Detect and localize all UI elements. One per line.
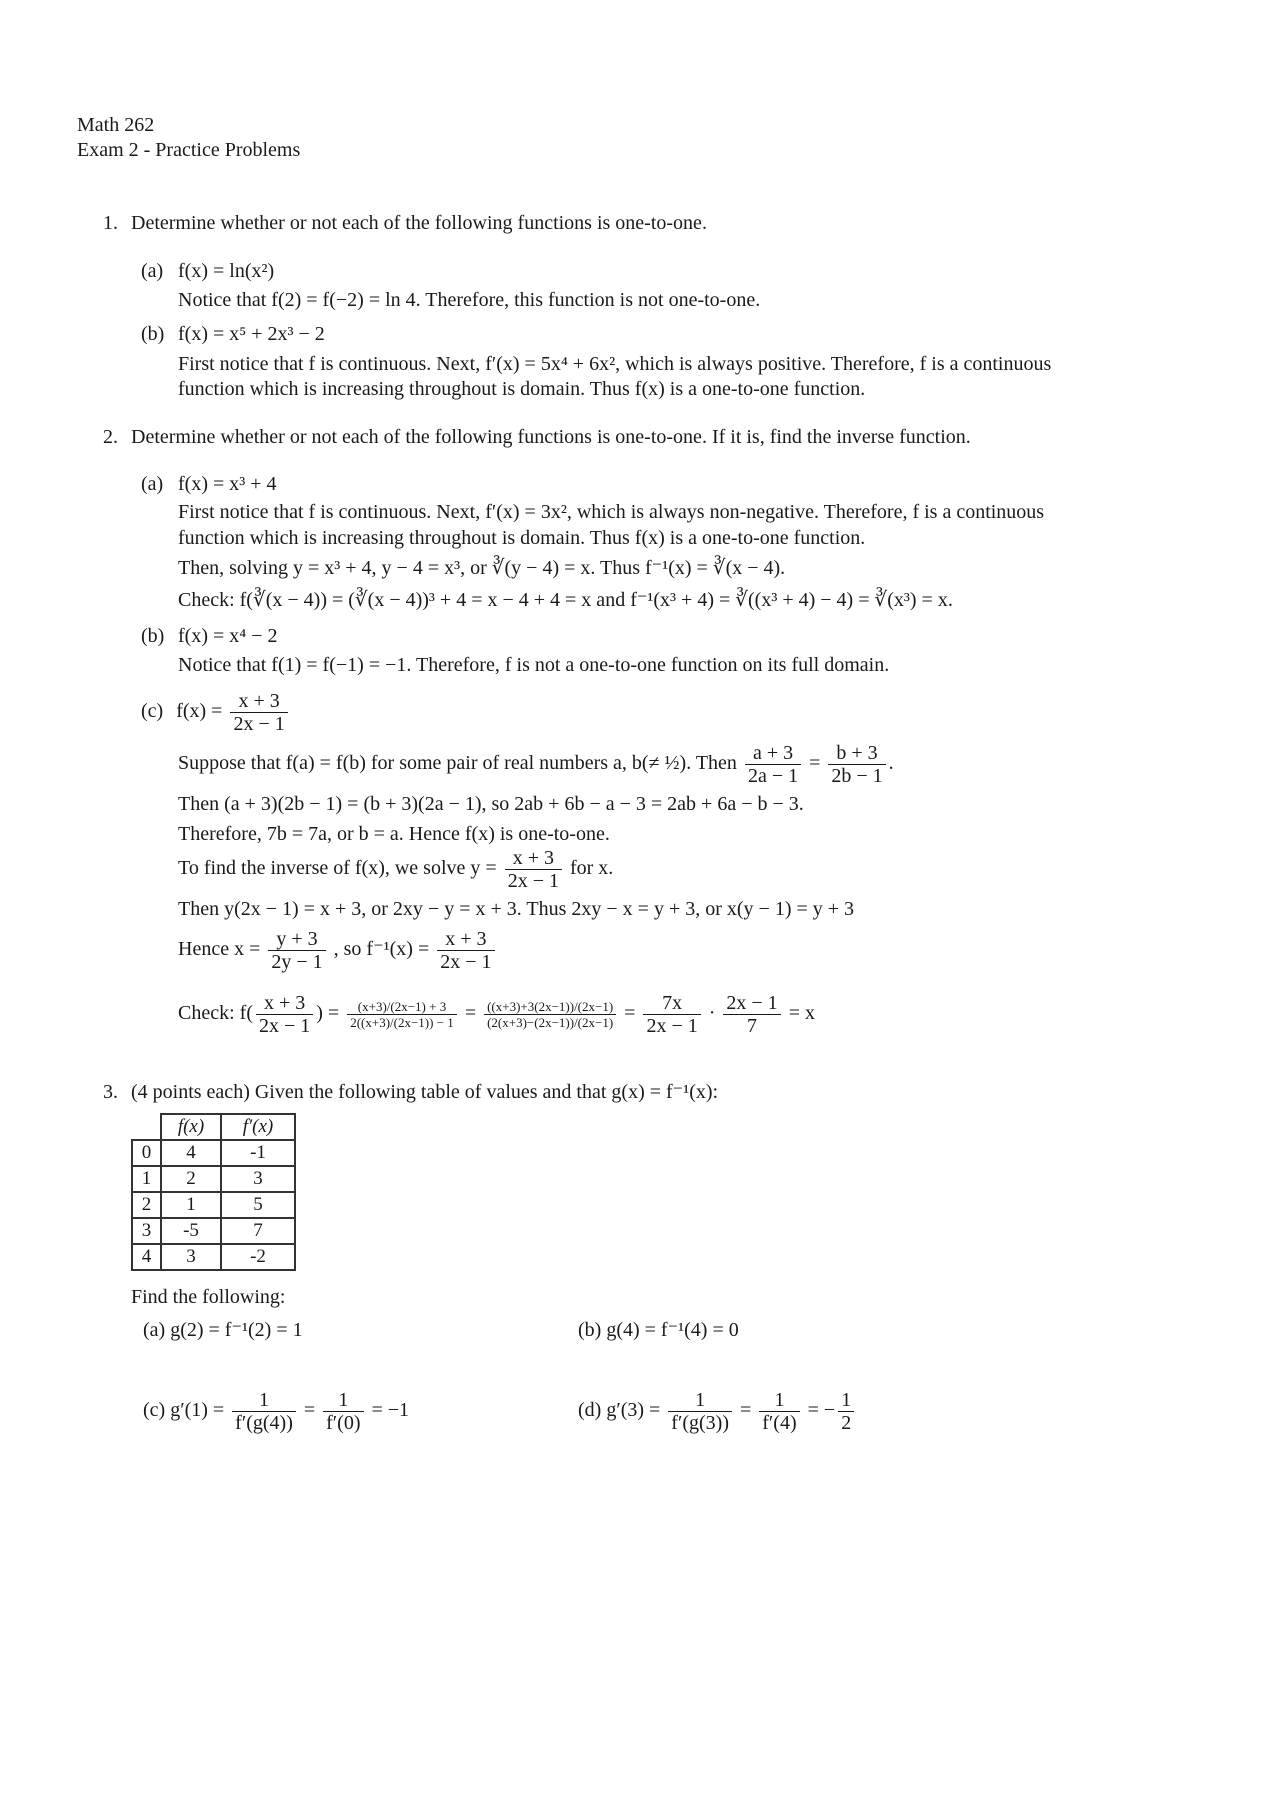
problem-3c-line bbox=[143, 1385, 409, 1435]
problem-1b-label: (b) bbox=[141, 323, 165, 345]
problem-2b-solution: Notice that f(1) = f(−1) = −1. Therefore, f is not a one-to-one function on its full domain. bbox=[178, 654, 890, 676]
suppose-fraction-b bbox=[828, 742, 885, 787]
table-cell: 5 bbox=[221, 1192, 295, 1218]
check-fraction-2 bbox=[347, 999, 457, 1030]
problem-2a-function: f(x) = x³ + 4 bbox=[178, 473, 277, 495]
problem-2c-line bbox=[141, 688, 291, 735]
problem-3-prompt: (4 points each) Given the following table of values and that g(x) = f⁻¹(x): bbox=[131, 1081, 719, 1103]
problem-2c-hence-mid: , so f⁻¹(x) = bbox=[333, 938, 430, 960]
problem-2-prompt: Determine whether or not each of the following functions is one-to-one. If it is, find the inverse function. bbox=[131, 426, 971, 448]
problem-1a-label: (a) bbox=[141, 260, 164, 282]
problem-2c-hence: Hence x = bbox=[178, 938, 261, 960]
fraction-numerator: 1 bbox=[759, 1389, 799, 1412]
problem-2c-then2: Then y(2x − 1) = x + 3, or 2xy − y = x + 3. Thus 2xy − x = y + 3, or x(y − 1) = y + 3 bbox=[178, 898, 855, 920]
table-row bbox=[132, 1218, 295, 1244]
problem-2c-tofind-end: for x. bbox=[569, 857, 614, 879]
table-cell: 1 bbox=[132, 1166, 161, 1192]
table-header-row bbox=[132, 1114, 295, 1140]
table-header-cell: f′(x) bbox=[221, 1114, 295, 1140]
fraction-denominator: 2y − 1 bbox=[271, 950, 323, 973]
fraction-numerator: x + 3 bbox=[505, 847, 562, 870]
problem-3d-line bbox=[578, 1385, 857, 1435]
check-f-close: ) = bbox=[316, 1002, 340, 1024]
problem-3c-fraction-2 bbox=[323, 1389, 363, 1434]
fraction-denominator: 2x − 1 bbox=[258, 1014, 311, 1037]
suppose-fraction-a bbox=[745, 742, 801, 787]
table-row bbox=[132, 1140, 295, 1166]
table-cell: 0 bbox=[132, 1140, 161, 1166]
equals-sign: = bbox=[464, 1002, 477, 1024]
fraction-denominator: f′(4) bbox=[762, 1411, 797, 1434]
problem-2b-label: (b) bbox=[141, 625, 165, 647]
problem-1b-solution-line2: function which is increasing throughout is domain. Thus f(x) is a one-to-one function. bbox=[178, 378, 866, 400]
fraction-numerator: (x+3)/(2x−1) + 3 bbox=[347, 999, 457, 1015]
problem-1-number: 1. bbox=[103, 212, 118, 234]
equals-sign: = bbox=[809, 752, 821, 774]
table-header-cell: f(x) bbox=[161, 1114, 221, 1140]
problem-1b-function: f(x) = x⁵ + 2x³ − 2 bbox=[178, 323, 325, 345]
problem-2-number: 2. bbox=[103, 426, 118, 448]
fraction-numerator: x + 3 bbox=[437, 928, 494, 951]
problem-2c-suppose-line: Suppose that f(a) = f(b) for some pair of real numbers a, b(≠ ½). Then $\frac{a + 3}{2a - 1}$ = $\frac{b + 3}{2b - 1}$ . bbox=[178, 741, 894, 787]
fraction-denominator: 2x − 1 bbox=[440, 950, 492, 973]
table-cell: 3 bbox=[132, 1218, 161, 1244]
fraction-denominator: (2(x+3)−(2x−1))/(2x−1) bbox=[487, 1014, 614, 1030]
dot-operator: · bbox=[708, 1002, 716, 1024]
problem-2a-solution-line1: First notice that f is continuous. Next, f′(x) = 3x², which is always non-negative. Therefore, f is a continuous bbox=[178, 501, 1045, 523]
check-fraction-1 bbox=[256, 992, 313, 1037]
problem-2a-label: (a) bbox=[141, 473, 164, 495]
fraction-denominator: 2b − 1 bbox=[831, 764, 883, 787]
fraction-denominator: 7 bbox=[747, 1014, 758, 1037]
problem-2c-fn-lhs: f(x) = bbox=[176, 700, 223, 722]
problem-3c-fraction-1 bbox=[232, 1389, 296, 1434]
problem-2c-fn-fraction bbox=[230, 690, 287, 735]
fraction-numerator: 2x − 1 bbox=[723, 992, 780, 1015]
fraction-denominator: 2a − 1 bbox=[747, 764, 799, 787]
problem-3-find: Find the following: bbox=[131, 1286, 286, 1308]
table-cell: 2 bbox=[161, 1166, 221, 1192]
table-header-cell bbox=[132, 1114, 161, 1140]
problem-2c-label: (c) bbox=[141, 700, 164, 722]
fraction-numerator: 1 bbox=[838, 1389, 854, 1412]
fraction-numerator: ((x+3)+3(2x−1))/(2x−1) bbox=[484, 999, 616, 1015]
fraction-numerator: x + 3 bbox=[256, 992, 313, 1015]
equals-sign: = bbox=[739, 1399, 752, 1421]
table-cell: 4 bbox=[132, 1244, 161, 1270]
inverse-fraction bbox=[437, 928, 494, 973]
fraction-numerator: 1 bbox=[323, 1389, 363, 1412]
problem-2c-tofind-line bbox=[178, 845, 613, 892]
table-cell: 7 bbox=[221, 1218, 295, 1244]
fraction-numerator: b + 3 bbox=[828, 742, 885, 765]
fraction-numerator: a + 3 bbox=[745, 742, 801, 765]
check-fraction-3 bbox=[484, 999, 616, 1030]
fraction-denominator: f′(0) bbox=[326, 1411, 361, 1434]
problem-3a: (a) g(2) = f⁻¹(2) = 1 bbox=[143, 1319, 303, 1341]
problem-2c-check-line bbox=[178, 986, 815, 1040]
values-table bbox=[131, 1113, 296, 1271]
check-fraction-5 bbox=[723, 992, 780, 1037]
fraction-numerator: x + 3 bbox=[230, 690, 287, 713]
check-f-open: f( bbox=[239, 1002, 253, 1024]
tofind-fraction bbox=[505, 847, 562, 892]
table-cell: 4 bbox=[161, 1140, 221, 1166]
problem-3c-lhs: (c) g′(1) = bbox=[143, 1399, 225, 1421]
problem-3b: (b) g(4) = f⁻¹(4) = 0 bbox=[578, 1319, 739, 1341]
table-cell: -2 bbox=[221, 1244, 295, 1270]
fraction-numerator: 1 bbox=[668, 1389, 732, 1412]
problem-2c-therefore: Therefore, 7b = 7a, or b = a. Hence f(x) is one-to-one. bbox=[178, 823, 610, 845]
problem-3d-lhs: (d) g′(3) = bbox=[578, 1399, 661, 1421]
check-result: = x bbox=[788, 1002, 815, 1024]
table-row bbox=[132, 1192, 295, 1218]
fraction-denominator: 2((x+3)/(2x−1)) − 1 bbox=[350, 1014, 454, 1030]
page-title: Exam 2 - Practice Problems bbox=[77, 139, 301, 161]
table-cell: 3 bbox=[161, 1244, 221, 1270]
equals-sign: = bbox=[303, 1399, 316, 1421]
problem-3d-result: = − bbox=[807, 1399, 836, 1421]
fraction-denominator: f′(g(3)) bbox=[671, 1411, 729, 1434]
fraction-numerator: y + 3 bbox=[268, 928, 325, 951]
check-fraction-4 bbox=[643, 992, 700, 1037]
problem-1b-solution-line1: First notice that f is continuous. Next, f′(x) = 5x⁴ + 6x², which is always positive. Therefore, f is a continuous bbox=[178, 353, 1052, 375]
table-cell: 1 bbox=[161, 1192, 221, 1218]
table-cell: -5 bbox=[161, 1218, 221, 1244]
problem-2c-check: Check: bbox=[178, 1002, 235, 1024]
problem-2a-solve: Then, solving y = x³ + 4, y − 4 = x³, or ∛(y − 4) = x. Thus f⁻¹(x) = ∛(x − 4). bbox=[178, 557, 786, 579]
fraction-numerator: 1 bbox=[232, 1389, 296, 1412]
fraction-denominator: 2x − 1 bbox=[646, 1014, 698, 1037]
problem-3-number: 3. bbox=[103, 1081, 118, 1103]
problem-3c-result: = −1 bbox=[371, 1399, 410, 1421]
hence-fraction bbox=[268, 928, 325, 973]
problem-3d-fraction-2 bbox=[759, 1389, 799, 1434]
problem-3d-fraction-1 bbox=[668, 1389, 732, 1434]
fraction-denominator: 2x − 1 bbox=[507, 869, 559, 892]
problem-2b-function: f(x) = x⁴ − 2 bbox=[178, 625, 278, 647]
fraction-numerator: 7x bbox=[643, 992, 700, 1015]
problem-1-prompt: Determine whether or not each of the following functions is one-to-one. bbox=[131, 212, 707, 234]
problem-2c-hence-line bbox=[178, 926, 498, 973]
fraction-denominator: f′(g(4)) bbox=[235, 1411, 293, 1434]
table-row bbox=[132, 1166, 295, 1192]
problem-3d-result-fraction bbox=[838, 1389, 854, 1434]
equals-sign: = bbox=[624, 1002, 636, 1024]
problem-2c-tofind: To find the inverse of f(x), we solve y = bbox=[178, 857, 497, 879]
problem-2a-check: Check: f(∛(x − 4)) = (∛(x − 4))³ + 4 = x − 4 + 4 = x and f⁻¹(x³ + 4) = ∛((x³ + 4) − 4) = ∛(x³) = x. bbox=[178, 589, 953, 611]
problem-2c-suppose: Suppose that f(a) = f(b) for some pair of real numbers a, b(≠ ½). Then bbox=[178, 752, 737, 774]
fraction-denominator: 2x − 1 bbox=[233, 712, 285, 735]
problem-2a-solution-line2: function which is increasing throughout is domain. Thus f(x) is a one-to-one function. bbox=[178, 527, 866, 549]
table-cell: 2 bbox=[132, 1192, 161, 1218]
problem-1a-function: f(x) = ln(x²) bbox=[178, 260, 275, 282]
course-name: Math 262 bbox=[77, 114, 155, 136]
table-cell: 3 bbox=[221, 1166, 295, 1192]
table-row bbox=[132, 1244, 295, 1270]
problem-1a-solution: Notice that f(2) = f(−2) = ln 4. Therefore, this function is not one-to-one. bbox=[178, 289, 761, 311]
problem-2c-then: Then (a + 3)(2b − 1) = (b + 3)(2a − 1), so 2ab + 6b − a − 3 = 2ab + 6a − b − 3. bbox=[178, 793, 804, 815]
table-cell: -1 bbox=[221, 1140, 295, 1166]
fraction-denominator: 2 bbox=[841, 1411, 852, 1434]
